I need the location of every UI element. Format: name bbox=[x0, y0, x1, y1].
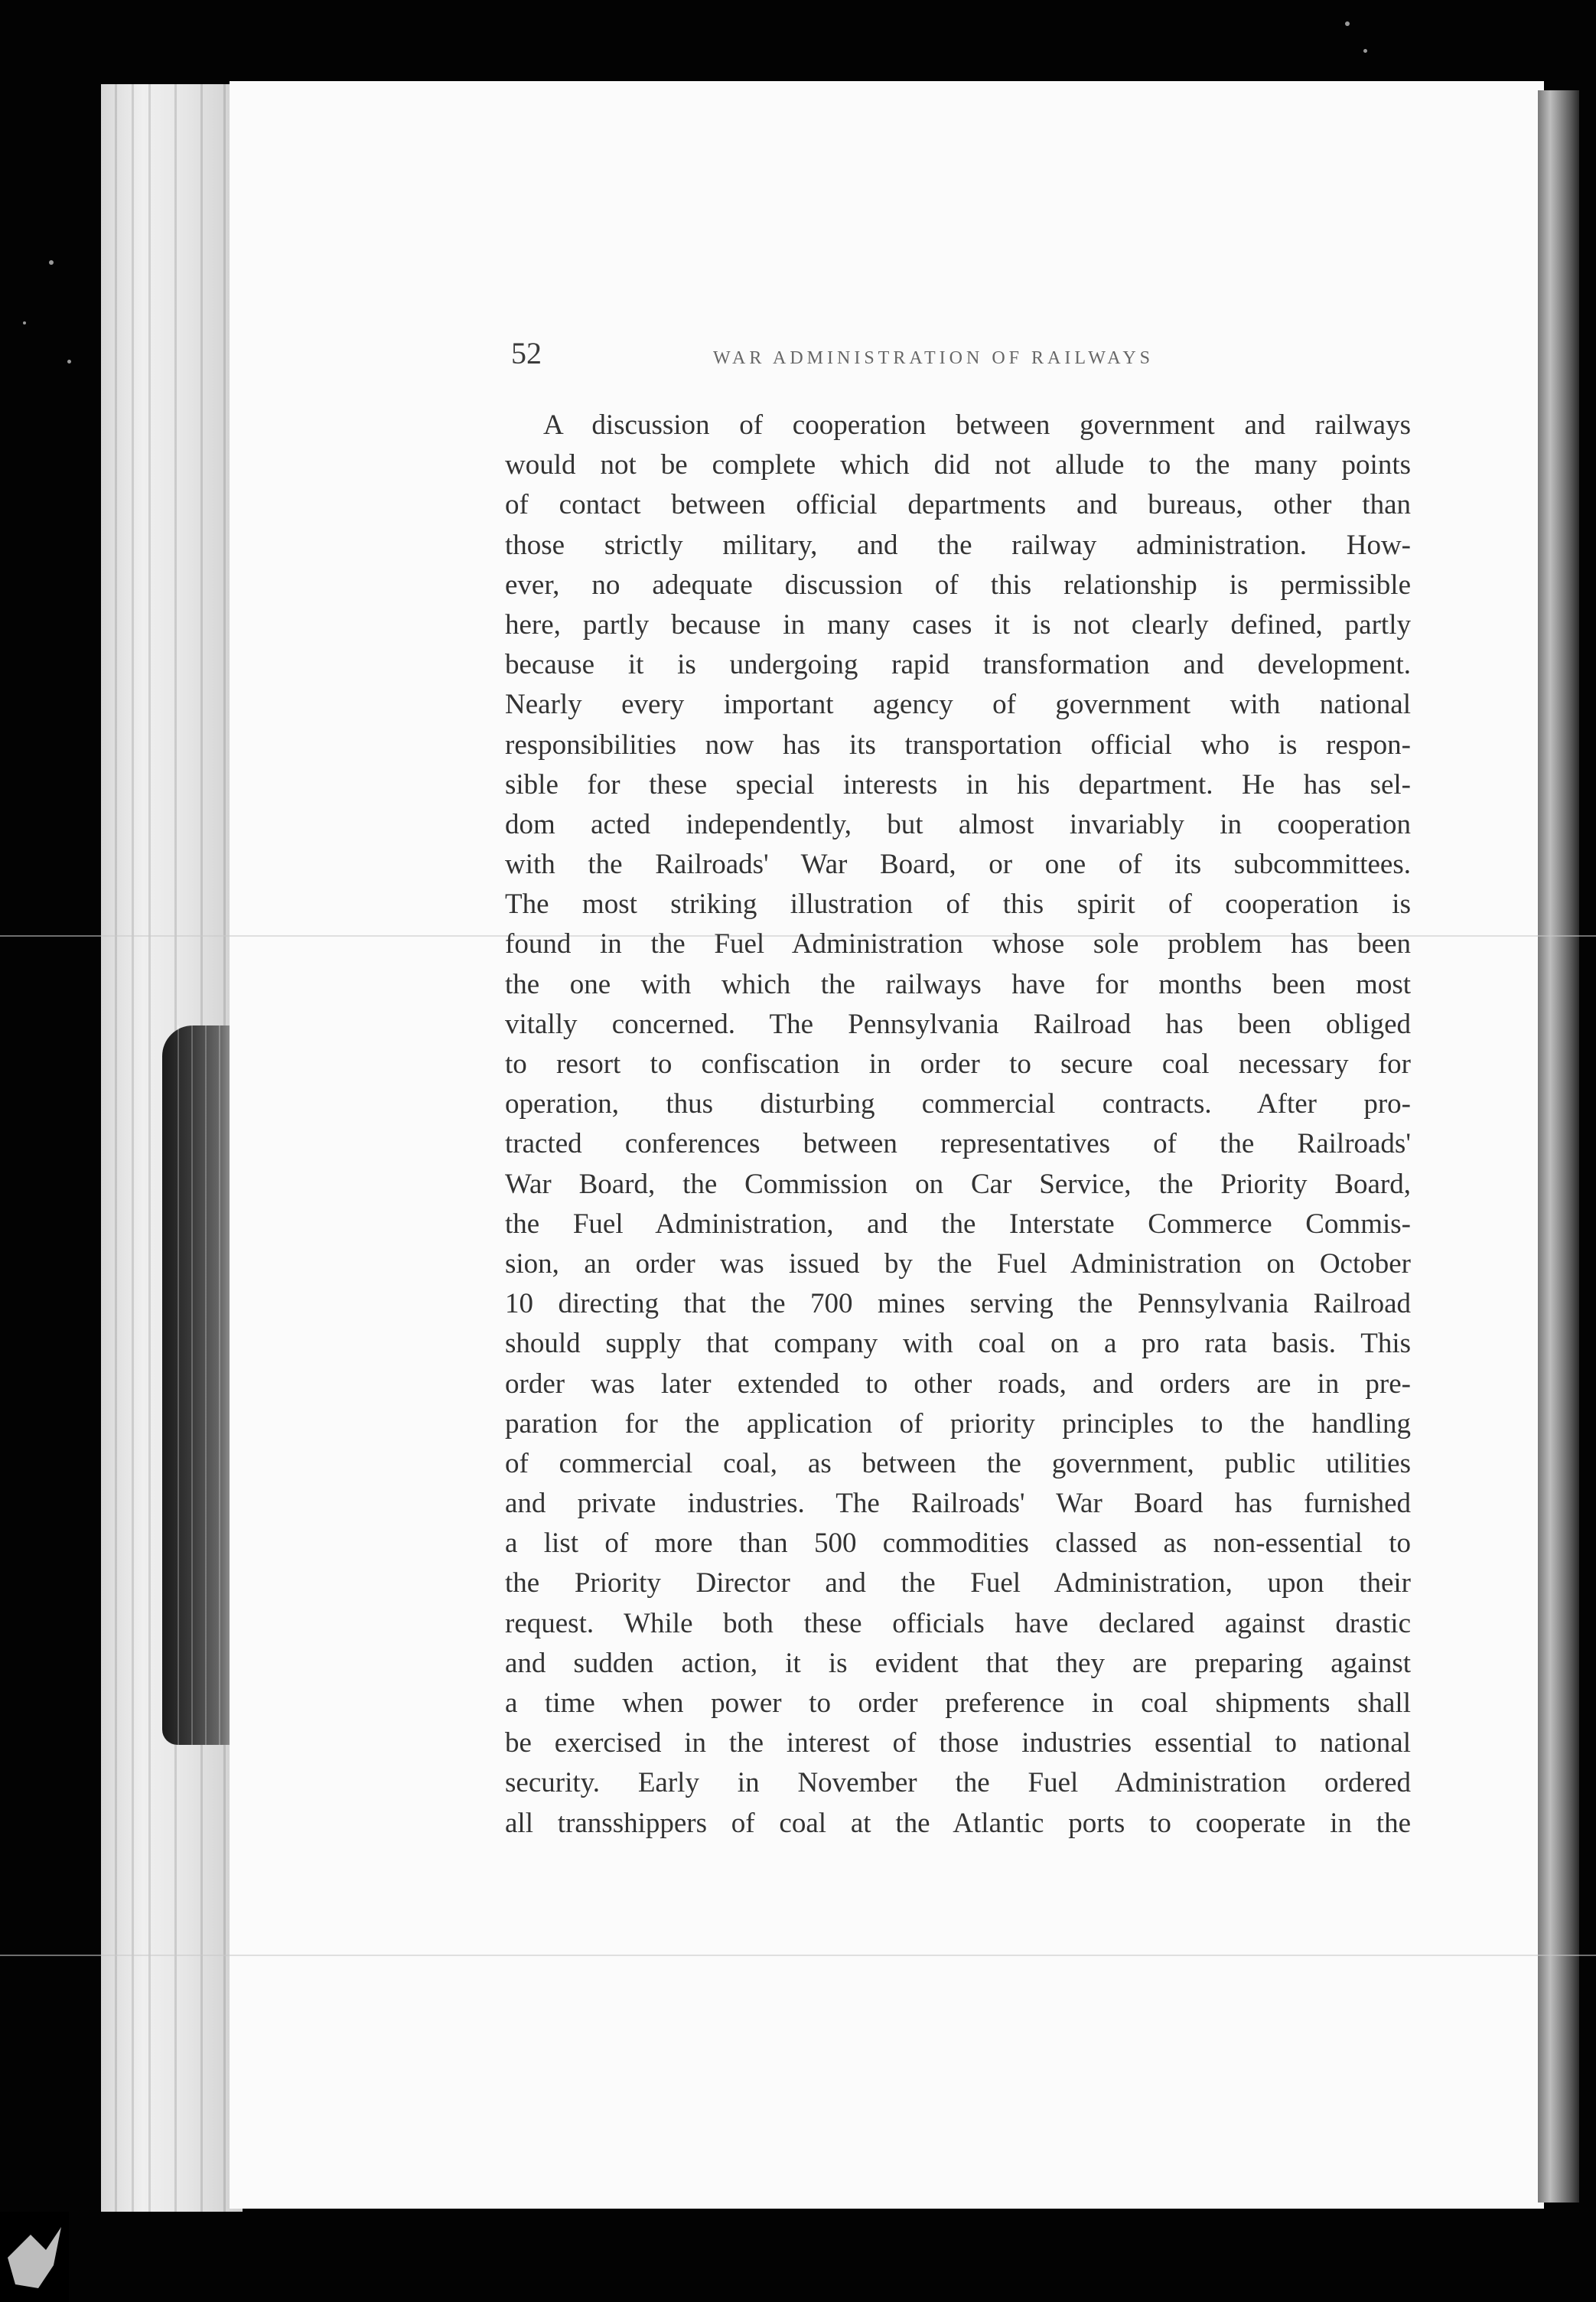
speck bbox=[67, 360, 71, 364]
text-line: a time when power to order preference in coal shipments shall bbox=[505, 1687, 1411, 1719]
speck bbox=[1345, 21, 1350, 26]
running-head bbox=[511, 331, 1406, 377]
text-line: sion, an order was issued by the Fuel Administration on October bbox=[505, 1247, 1411, 1280]
text-line: of commercial coal, as between the government, public utilities bbox=[505, 1447, 1411, 1479]
text-line: dom acted independently, but almost invariably in cooperation bbox=[505, 808, 1411, 840]
text-line: with the Railroads' War Board, or one of its subcommittees. bbox=[505, 849, 1411, 881]
text-line: sible for these special interests in his department. He has sel- bbox=[505, 768, 1411, 800]
text-line: War Board, the Commission on Car Service, the Priority Board, bbox=[505, 1168, 1411, 1200]
text-line: and sudden action, it is evident that they are preparing against bbox=[505, 1647, 1411, 1679]
text-line: the one with which the railways have for months been most bbox=[505, 968, 1411, 1000]
text-line: Nearly every important agency of government with national bbox=[505, 689, 1411, 721]
text-line: to resort to confiscation in order to secure coal necessary for bbox=[505, 1048, 1411, 1080]
text-line: be exercised in the interest of those industries essential to national bbox=[505, 1727, 1411, 1759]
text-line: would not be complete which did not allude to the many points bbox=[505, 449, 1411, 481]
text-line: here, partly because in many cases it is not clearly defined, partly bbox=[505, 608, 1411, 641]
text-line: all transshippers of coal at the Atlantic ports to cooperate in the bbox=[505, 1807, 1411, 1839]
speck bbox=[49, 260, 54, 265]
scan-line bbox=[0, 1955, 1596, 1956]
text-line: the Fuel Administration, and the Interstate Commerce Commis- bbox=[505, 1208, 1411, 1240]
text-line: security. Early in November the Fuel Administration ordered bbox=[505, 1767, 1411, 1799]
text-line: a list of more than 500 commodities classed as non-essential to bbox=[505, 1528, 1411, 1560]
text-line: paration for the application of priority principles to the handling bbox=[505, 1407, 1411, 1440]
text-line: ever, no adequate discussion of this relationship is permissible bbox=[505, 569, 1411, 601]
right-page-edge bbox=[1538, 90, 1579, 2203]
text-line: request. While both these officials have declared against drastic bbox=[505, 1607, 1411, 1639]
corner-mark bbox=[0, 2212, 69, 2302]
text-line: 10 directing that the 700 mines serving the Pennsylvania Railroad bbox=[505, 1288, 1411, 1320]
body-text bbox=[505, 406, 1411, 1844]
text-line: because it is undergoing rapid transformation and development. bbox=[505, 649, 1411, 681]
text-line: The most striking illustration of this spirit of cooperation is bbox=[505, 889, 1411, 921]
text-line: tracted conferences between representatives of the Railroads' bbox=[505, 1128, 1411, 1160]
text-line: the Priority Director and the Fuel Administration, upon their bbox=[505, 1567, 1411, 1599]
speck bbox=[1363, 49, 1367, 53]
text-line: of contact between official departments and bureaus, other than bbox=[505, 489, 1411, 521]
text-line: order was later extended to other roads, and orders are in pre- bbox=[505, 1368, 1411, 1400]
text-line: found in the Fuel Administration whose sole problem has been bbox=[505, 928, 1411, 960]
text-line: those strictly military, and the railway administration. How- bbox=[505, 529, 1411, 561]
text-line: responsibilities now has its transportation official who is respon- bbox=[505, 729, 1411, 761]
speck bbox=[23, 321, 26, 324]
text-line: A discussion of cooperation between government and railways bbox=[543, 409, 1411, 441]
text-line: and private industries. The Railroads' War Board has furnished bbox=[505, 1488, 1411, 1520]
text-line: vitally concerned. The Pennsylvania Railroad has been obliged bbox=[505, 1008, 1411, 1040]
text-line: operation, thus disturbing commercial contracts. After pro- bbox=[505, 1088, 1411, 1120]
running-title: WAR ADMINISTRATION OF RAILWAYS bbox=[713, 348, 1155, 368]
page-number: 52 bbox=[511, 336, 542, 370]
text-line: should supply that company with coal on a pro rata basis. This bbox=[505, 1328, 1411, 1360]
